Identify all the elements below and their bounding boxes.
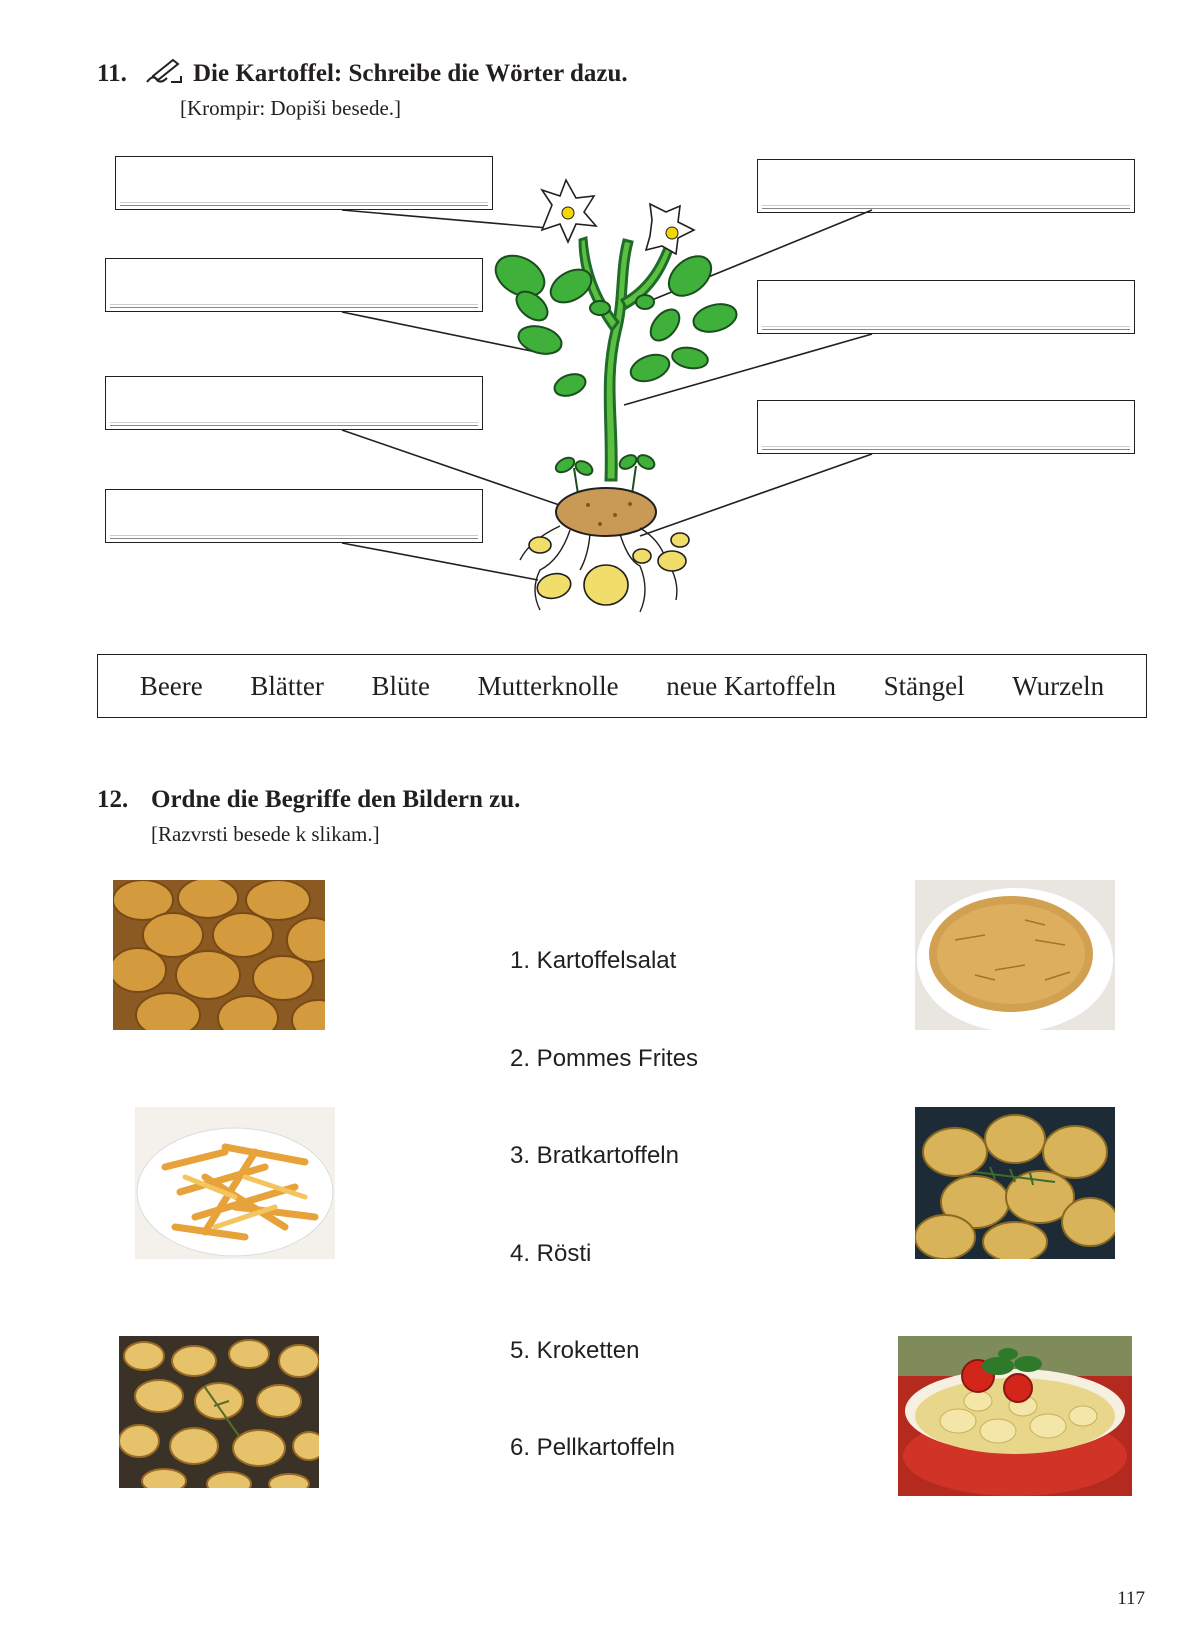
word-bank-item: Mutterknolle [477, 670, 619, 701]
word-bank-item: neue Kartoffeln [666, 670, 836, 701]
exercise-12-number: 12. [97, 786, 129, 813]
word-bank-item: Stängel [883, 670, 965, 701]
boiled-potatoes-photo [915, 1107, 1115, 1259]
exercise-11-number: 11. [97, 60, 127, 87]
food-item-4: 4. Rösti [510, 1240, 592, 1267]
roesti-photo [915, 880, 1115, 1030]
exercise-12-subtitle: [Razvrsti besede k slikam.] [151, 822, 380, 846]
food-item-3: 3. Bratkartoffeln [510, 1142, 679, 1169]
exercise-11-title: Die Kartoffel: Schreibe die Wörter dazu. [193, 60, 628, 87]
page-number: 117 [1117, 1588, 1145, 1609]
exercise-11-subtitle: [Krompir: Dopiši besede.] [180, 96, 402, 120]
food-item-1: 1. Kartoffelsalat [510, 947, 677, 974]
word-bank [97, 654, 1147, 718]
word-bank-item: Blüte [371, 670, 431, 701]
potato-salad-photo [898, 1336, 1132, 1496]
word-bank-item: Beere [139, 670, 203, 701]
french-fries-photo [135, 1107, 335, 1259]
fried-potatoes-photo [119, 1336, 319, 1488]
exercise-12-title: Ordne die Begriffe den Bildern zu. [151, 786, 521, 813]
croquettes-photo [113, 880, 325, 1030]
food-item-5: 5. Kroketten [510, 1337, 640, 1364]
word-bank-item: Wurzeln [1012, 670, 1105, 701]
food-item-2: 2. Pommes Frites [510, 1045, 699, 1072]
word-bank-item: Blätter [250, 670, 324, 701]
potato-plant-illustration [0, 0, 1203, 640]
food-item-6: 6. Pellkartoffeln [510, 1434, 675, 1461]
